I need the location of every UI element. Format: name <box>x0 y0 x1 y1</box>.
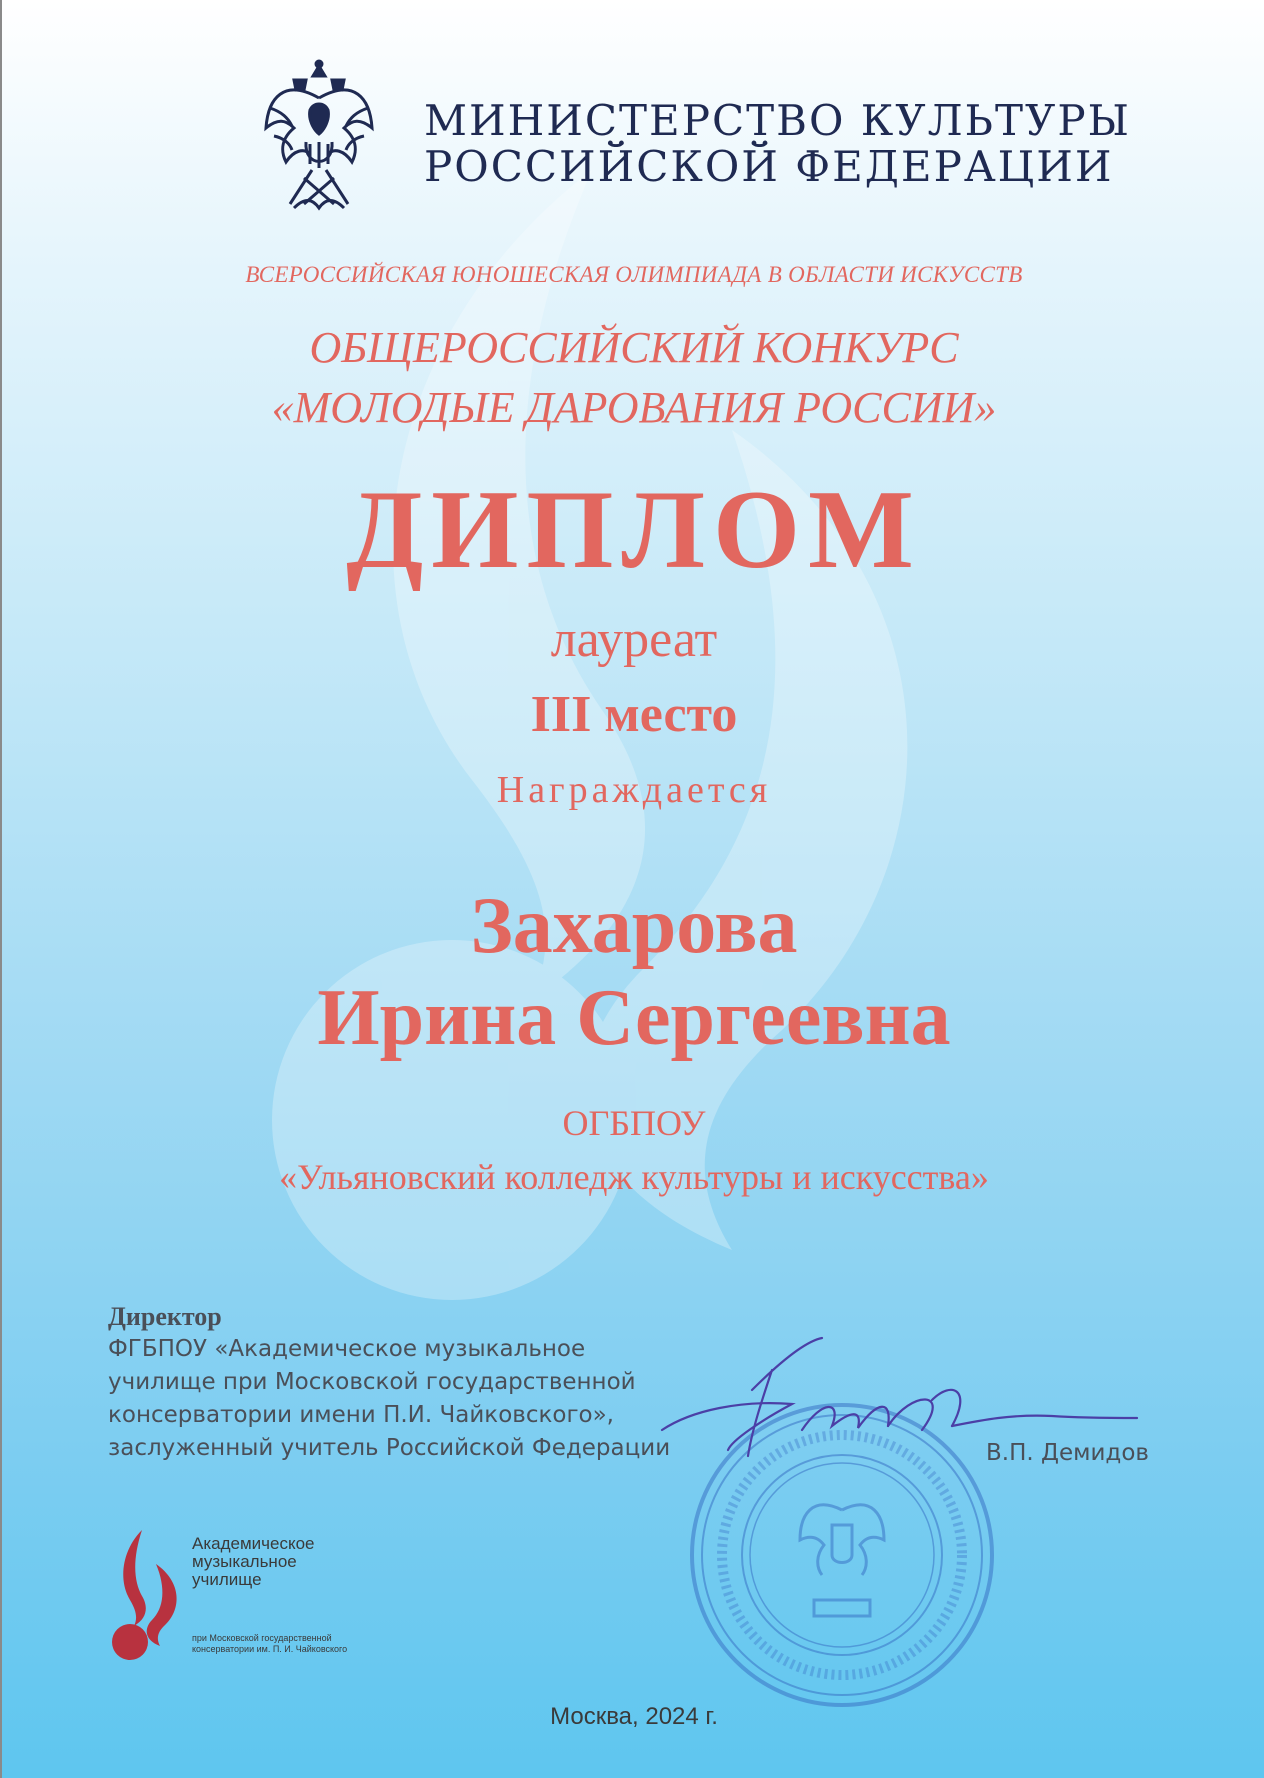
director-line-2: училище при Московской государственной <box>108 1369 636 1395</box>
school-logo-text <box>192 1535 347 1655</box>
olympiad-title: ВСЕРОССИЙСКАЯ ЮНОШЕСКАЯ ОЛИМПИАДА В ОБЛАСТИ ИСКУССТВ <box>245 262 1023 287</box>
director-line-1: ФГБПОУ «Академическое музыкальное <box>108 1336 586 1362</box>
recipient-given-names: Ирина Сергеевна <box>317 974 951 1062</box>
recipient-name <box>2 880 1264 1064</box>
logo-line-3: училище <box>192 1570 262 1589</box>
ministry-header <box>264 58 1131 218</box>
city-year: Москва, 2024 г. <box>550 1703 718 1730</box>
contest-title <box>2 318 1264 438</box>
logo-sub-1: при Московской государственной <box>192 1633 332 1643</box>
diploma-heading: ДИПЛОМ <box>346 468 922 592</box>
organization-short: ОГБПОУ <box>562 1103 706 1143</box>
logo-line-2: музыкальное <box>192 1552 297 1571</box>
school-flame-logo-icon <box>112 1530 184 1665</box>
recipient-surname: Захарова <box>470 882 798 970</box>
place-label: III место <box>530 686 738 743</box>
contest-line-2: «МОЛОДЫЕ ДАРОВАНИЯ РОССИИ» <box>271 383 997 432</box>
director-line-3: консерватории имени П.И. Чайковского», <box>108 1402 614 1428</box>
director-name: В.П. Демидов <box>986 1440 1149 1466</box>
logo-sub-2: консерватории им. П. И. Чайковского <box>192 1644 348 1654</box>
contest-line-1: ОБЩЕРОССИЙСКИЙ КОНКУРС <box>309 323 959 372</box>
director-block <box>108 1300 670 1465</box>
awarded-label: Награждается <box>496 769 772 811</box>
laureate-label: лауреат <box>550 611 718 668</box>
director-title: Директор <box>108 1302 222 1331</box>
ministry-line-1: МИНИСТЕРСТВО КУЛЬТУРЫ <box>424 96 1131 145</box>
ministry-line-2: РОССИЙСКОЙ ФЕДЕРАЦИИ <box>424 142 1114 191</box>
eagle-coat-of-arms-icon <box>264 58 374 214</box>
organization-full: «Ульяновский колледж культуры и искусства» <box>279 1157 989 1197</box>
ministry-name <box>424 98 1131 190</box>
director-line-4: заслуженный учитель Российской Федерации <box>108 1435 671 1461</box>
logo-line-1: Академическое <box>192 1534 315 1553</box>
